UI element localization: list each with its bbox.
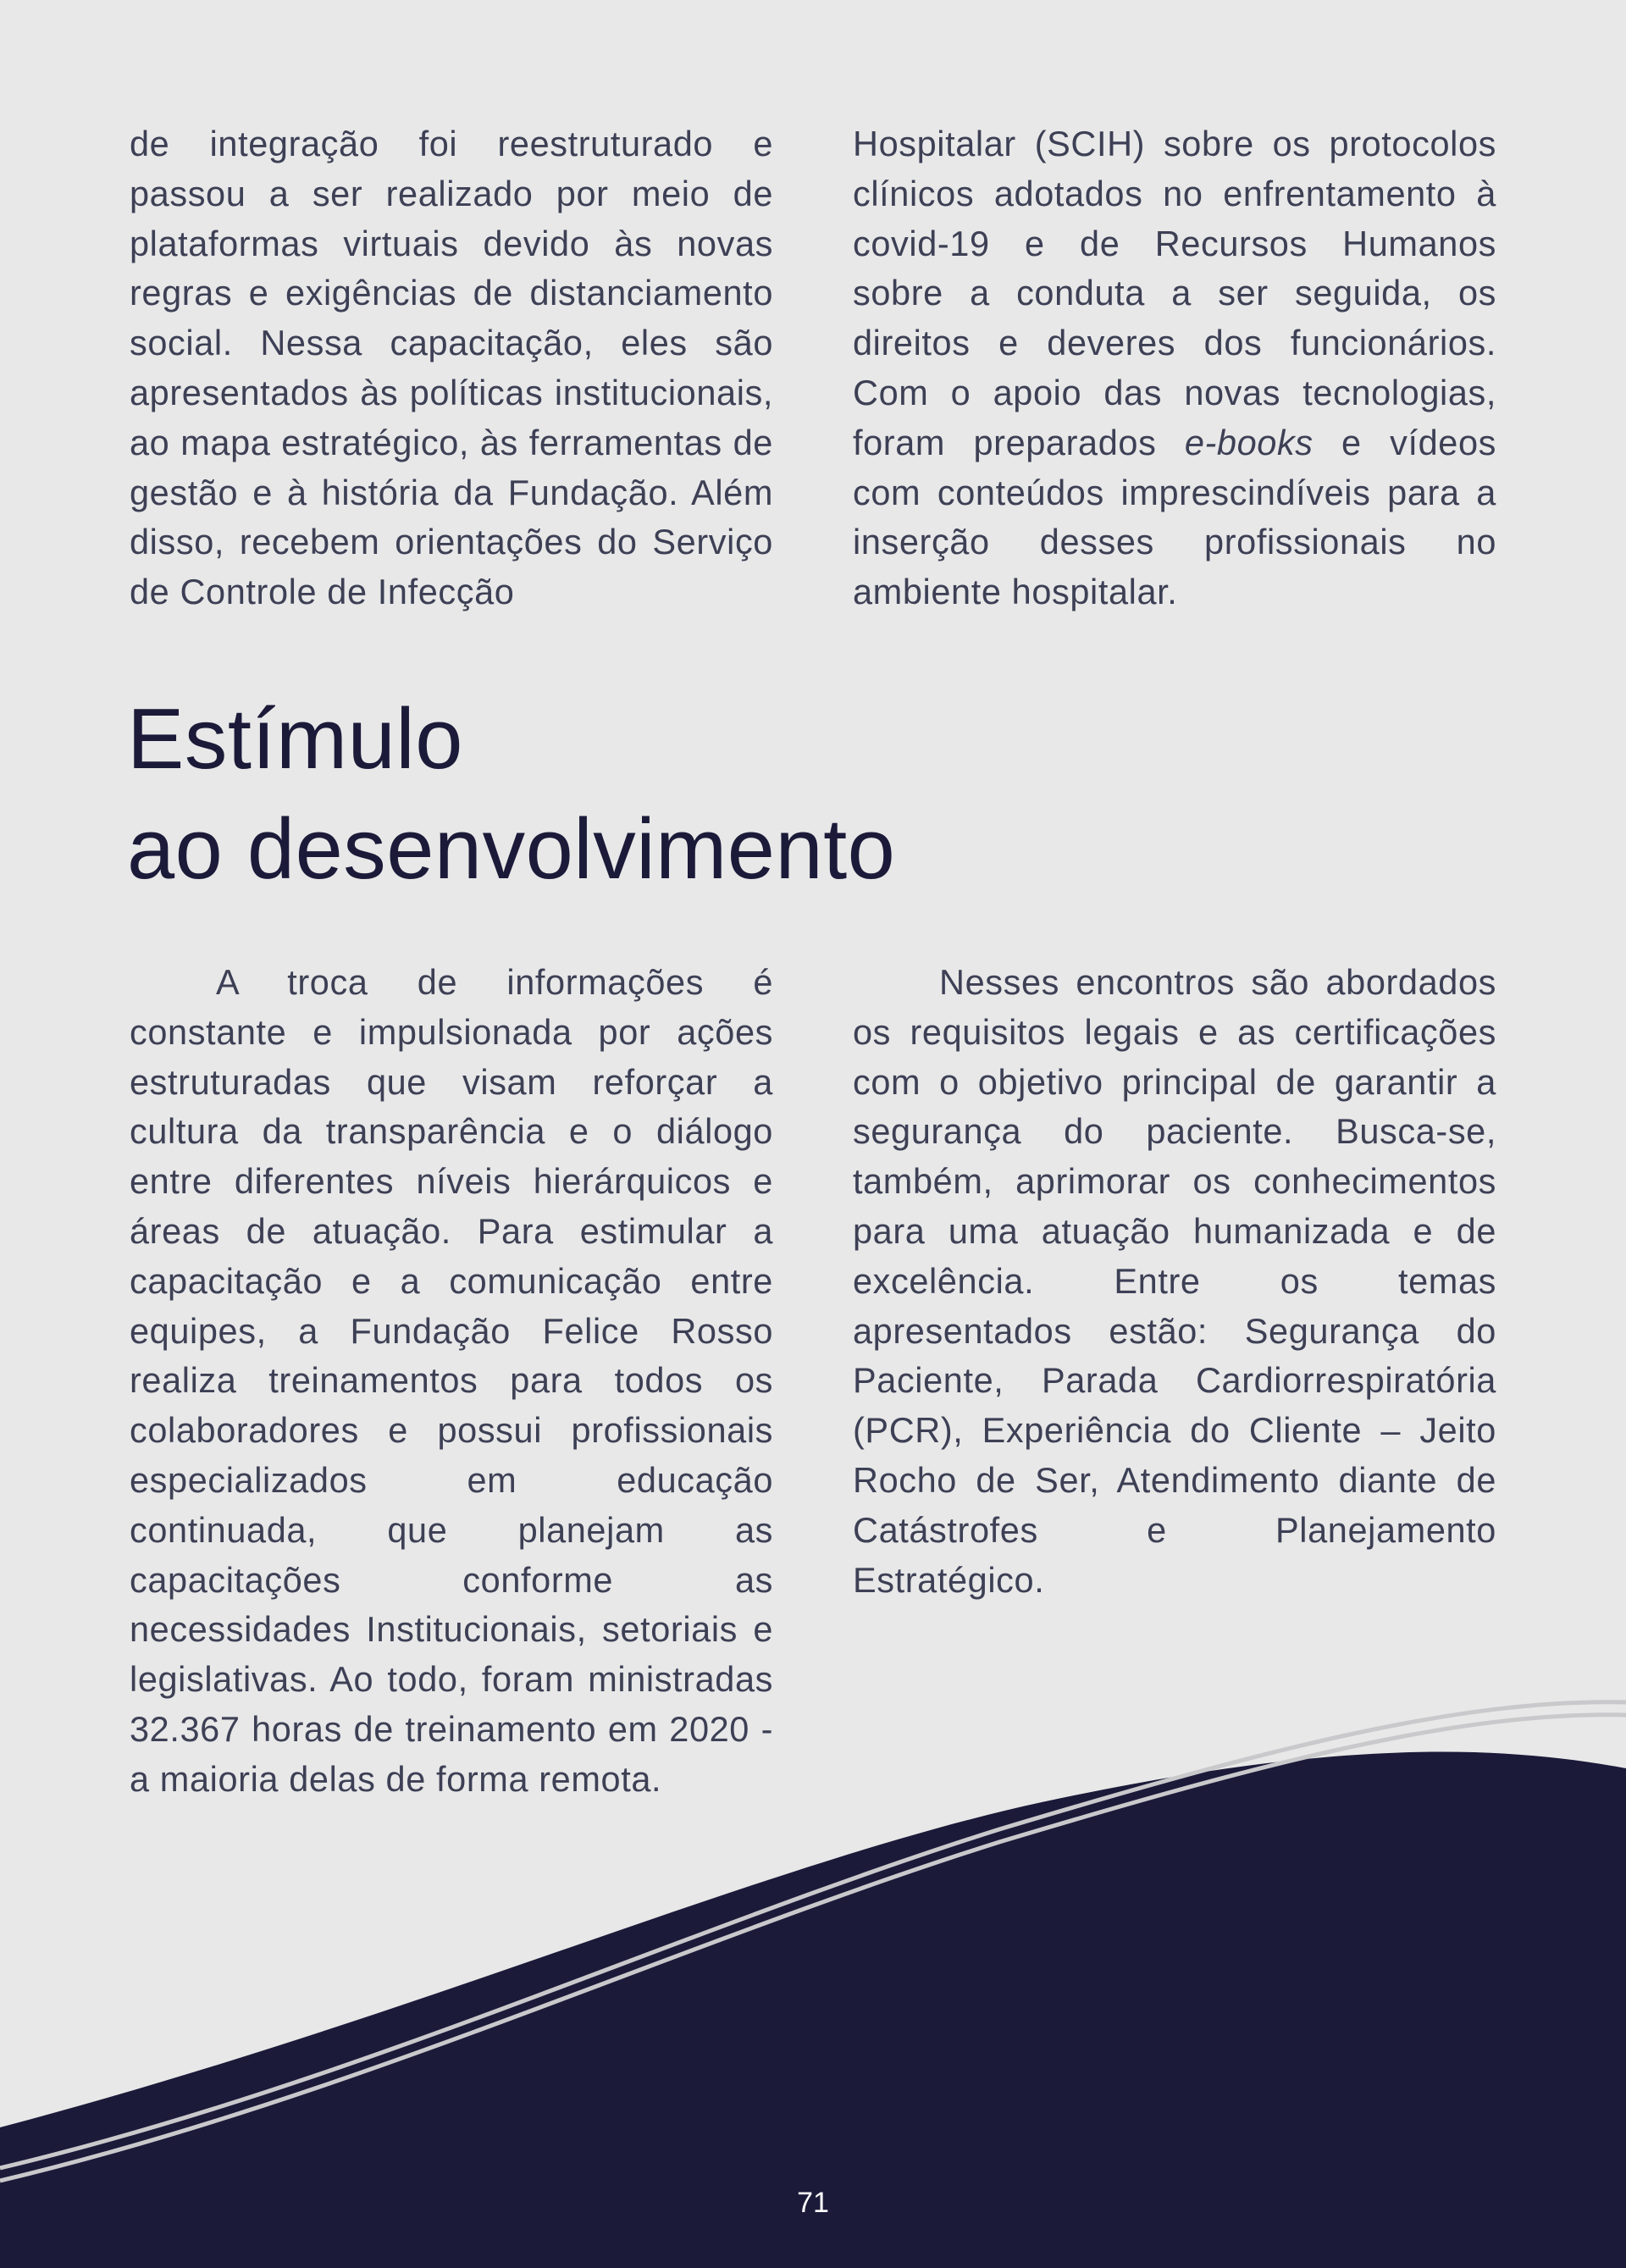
intro-left-column	[130, 119, 773, 617]
section-title-line-2: ao desenvolvimento	[127, 802, 896, 897]
intro-right-column	[853, 119, 1496, 617]
section-left-column	[130, 958, 773, 1805]
ebooks-term: e-books	[1184, 422, 1314, 462]
section-title-line-1: Estímulo	[127, 692, 463, 787]
section-left-paragraph: A troca de informações é constante e impulsionada por ações estruturadas que visam reforçar a cultura da transparência e o diálogo entre diferentes níveis hierárquicos e áreas de atuação. Para estimular a capacitação e a comunicação entre equipes, a Fundação Felice Rosso realiza treinamentos para todos os colaboradores e possui profissionais especializados em educação continuada, que planejam as capacitações conforme as necessidades Institucionais, setoriais e legislativas. Ao todo, foram ministradas 32.367 horas de treinamento em 2020 - a maioria delas de forma remota.	[130, 962, 773, 1799]
section-title	[127, 684, 895, 904]
intro-left-paragraph: de integração foi reestruturado e passou a ser realizado por meio de plataformas virtuais devido às novas regras e exigências de distanciamento social. Nessa capacitação, eles são apresentados às políticas institucionais, ao mapa estratégico, às ferramentas de gestão e à história da Fundação. Além disso, recebem orientações do Serviço de Controle de Infecção	[130, 124, 773, 612]
section-right-paragraph: Nesses encontros são abordados os requisitos legais e as certificações com o objetivo principal de garantir a segurança do paciente. Busca-se, também, aprimorar os conhecimentos para uma atuação humanizada e de excelência. Entre os temas apresentados estão: Segurança do Paciente, Parada Cardiorrespiratória (PCR), Experiência do Cliente – Jeito Rocho de Ser, Atendimento diante de Catástrofes e Planejamento Estratégico.	[853, 962, 1496, 1600]
intro-right-text-end: e vídeos com conteúdos imprescindíveis para a inserção desses profissionais no ambiente hospitalar.	[853, 422, 1496, 612]
intro-right-paragraph	[853, 119, 1496, 617]
page-number: 71	[797, 2187, 829, 2219]
section-right-column	[853, 958, 1496, 1605]
intro-right-text-start: Hospitalar (SCIH) sobre os protocolos clínicos adotados no enfrentamento à covid-19 e de Recursos Humanos sobre a conduta a ser seguida, os direitos e deveres dos funcionários. Com o apoio das novas tecnologias, foram preparados	[853, 124, 1496, 462]
